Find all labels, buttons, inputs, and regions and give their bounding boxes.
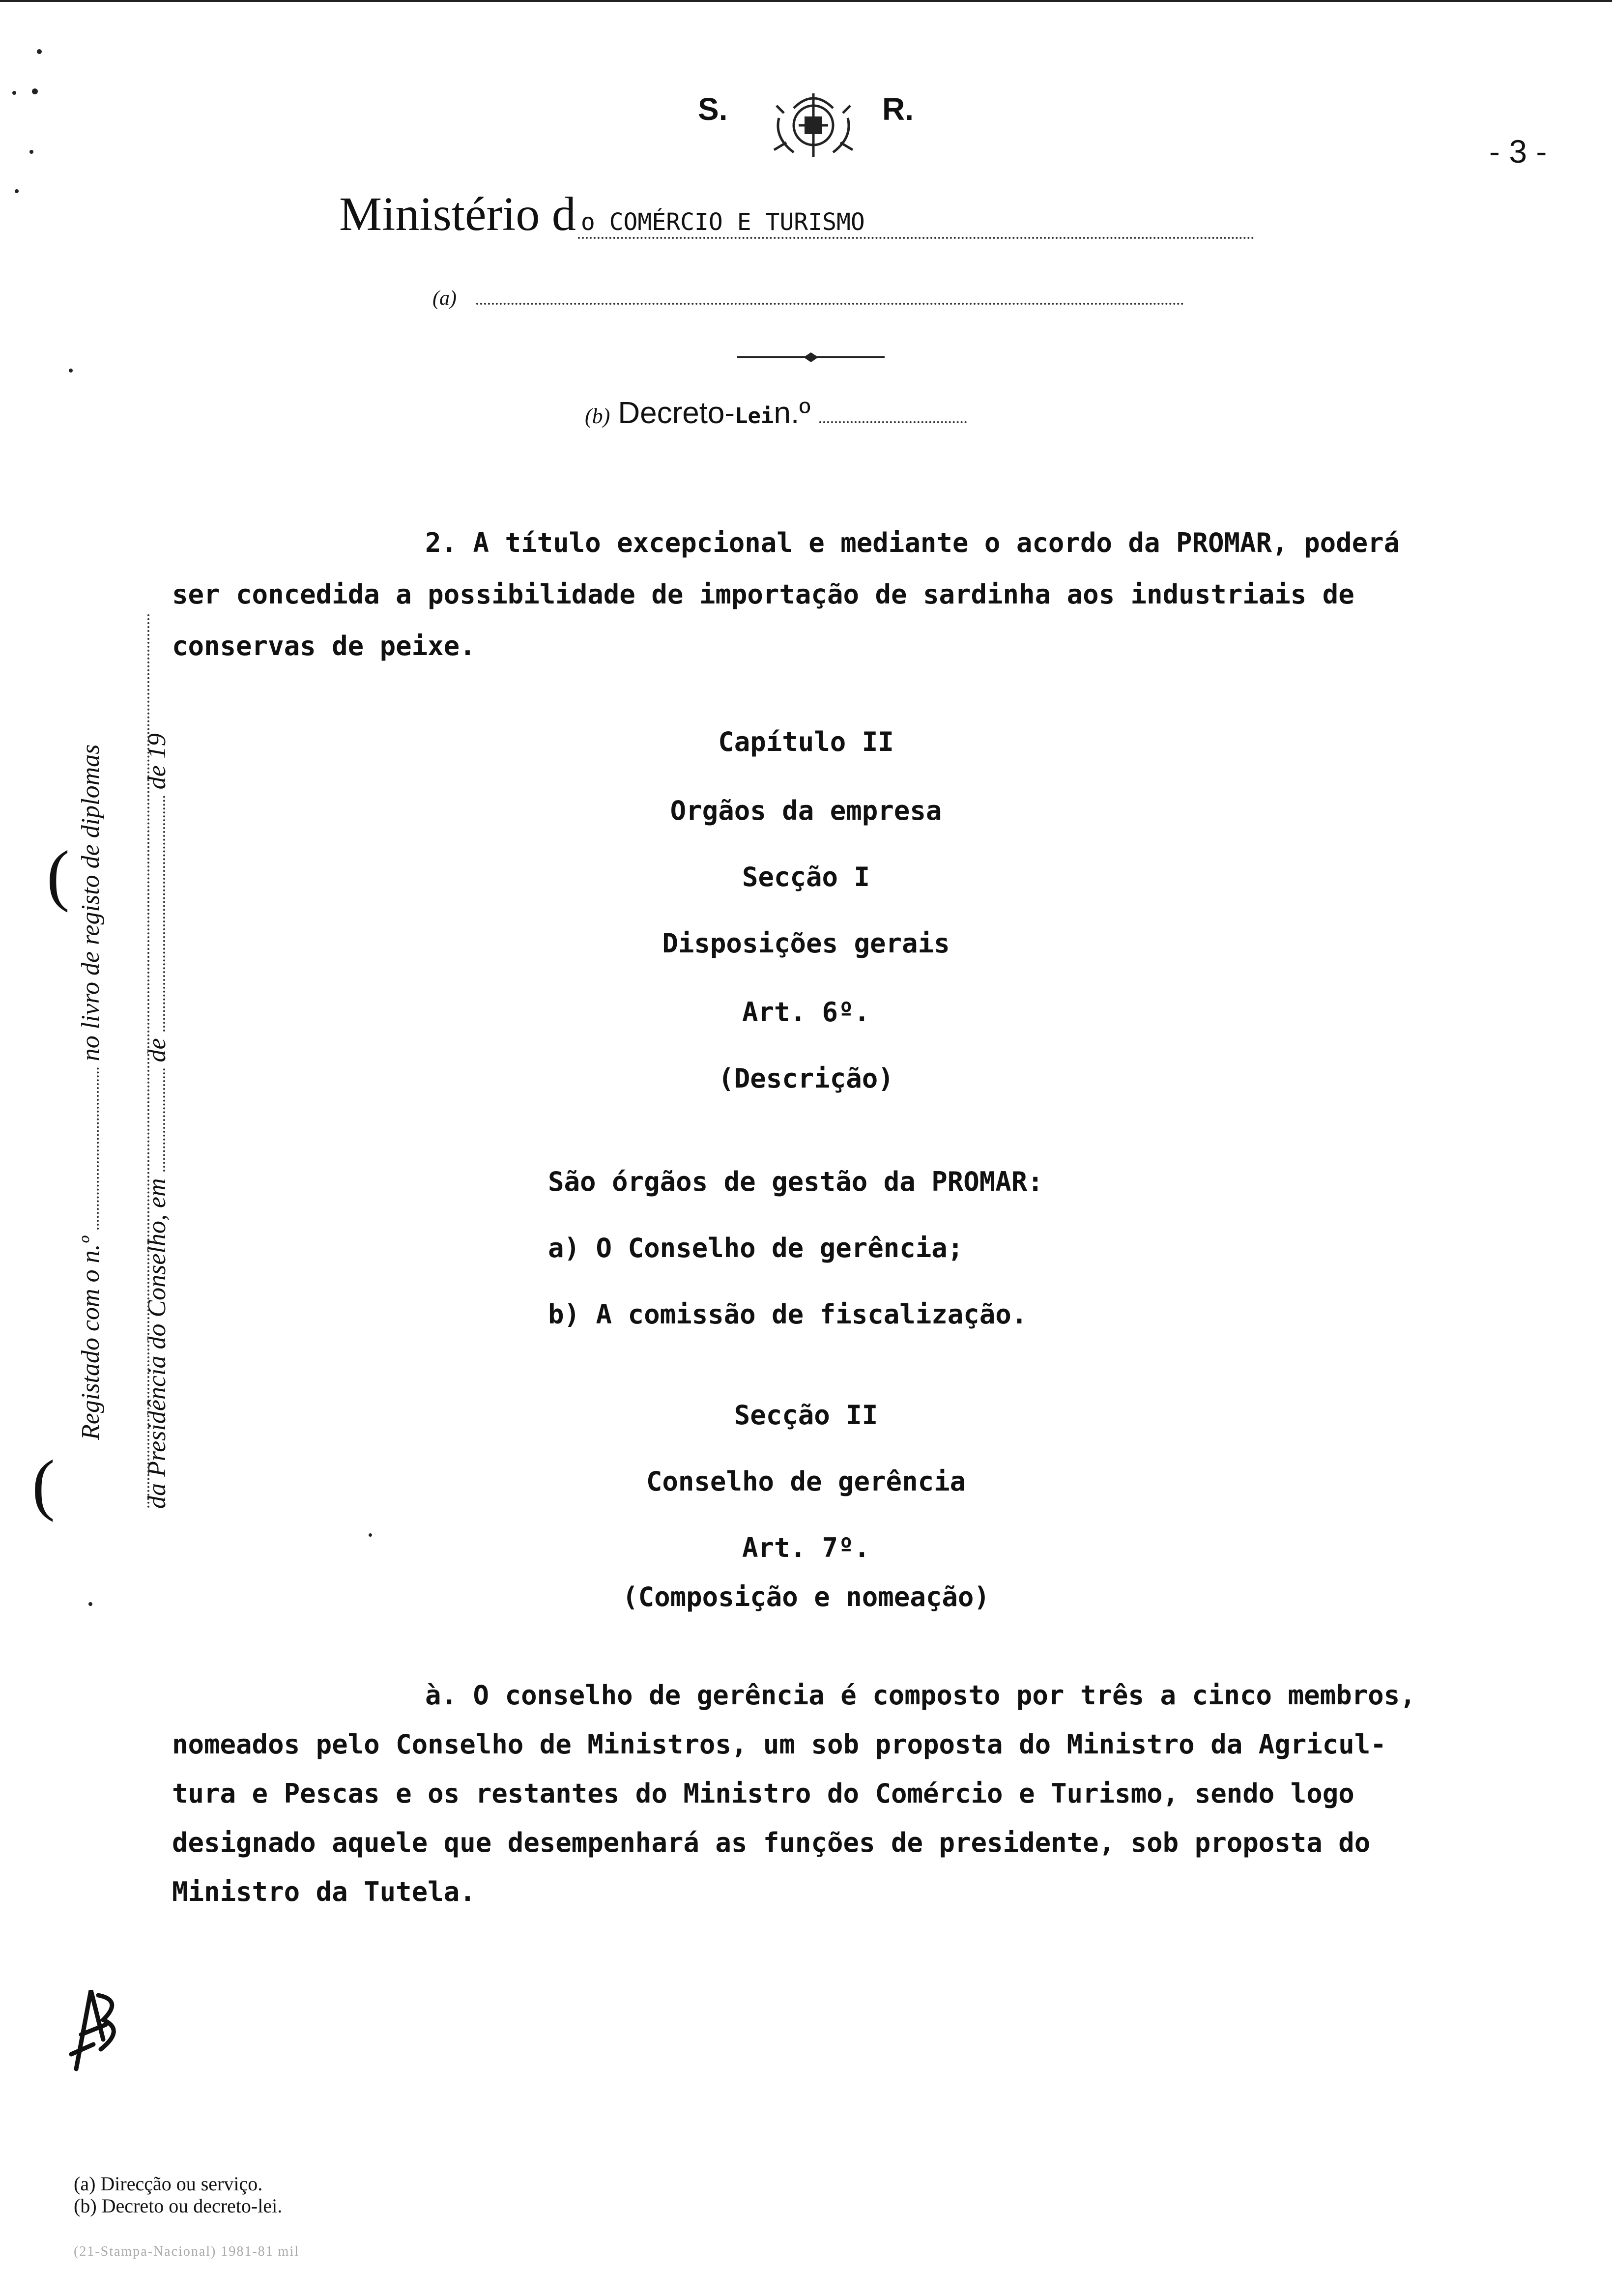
scan-speck (29, 150, 33, 154)
scan-speck (369, 1533, 372, 1537)
margin-registo-middle: no livro de registo de diplomas (77, 744, 105, 1062)
decree-label: Decreto- (618, 396, 735, 430)
margin-presidencia-de: de (143, 1038, 171, 1062)
printer-mark: (21-Stampa-Nacional) 1981-81 mil (74, 2244, 300, 2259)
chapter-heading: Capítulo II (718, 726, 894, 757)
para2-line3: conservas de peixe. (172, 631, 476, 661)
header-s-letter: S. (698, 91, 728, 127)
organ-b: b) A comissão de fiscalização. (548, 1299, 1028, 1330)
art6-heading: Art. 6º. (742, 997, 870, 1028)
scan-speck (15, 189, 19, 193)
para-final-line1: à. O conselho de gerência é composto por três a cinco membros, (425, 1680, 1416, 1711)
para-final-line3: tura e Pescas e os restantes do Ministro do Comércio e Turismo, sendo logo (172, 1778, 1354, 1809)
header-r-letter: R. (882, 91, 914, 127)
margin-paren-top: ( (47, 837, 70, 913)
divider-ornament-icon (737, 350, 885, 365)
margin-presidencia-end: de 19 (143, 733, 171, 790)
margin-registo-start: Registado com o n.º (77, 1236, 105, 1440)
art7-heading: Art. 7º. (742, 1532, 870, 1563)
coat-of-arms-icon (764, 84, 863, 167)
art7-title: (Composição e nomeação) (622, 1581, 990, 1612)
scan-speck (37, 49, 42, 54)
para2-line2: ser concedida a possibilidade de importação de sardinha aos industriais de (172, 579, 1354, 610)
top-border (0, 0, 1612, 2)
section2-heading: Secção II (734, 1400, 878, 1431)
page-number: - 3 - (1489, 133, 1547, 170)
direction-blank (476, 285, 1184, 305)
decree-b-label: (b) (585, 404, 610, 428)
direction-line (432, 285, 1184, 310)
ministry-name: o COMÉRCIO E TURISMO (578, 208, 1254, 239)
organs-intro: São órgãos de gestão da PROMAR: (548, 1166, 1043, 1197)
direction-label: (a) (432, 287, 457, 310)
decree-number-blank (819, 402, 967, 423)
section1-heading: Secção I (742, 861, 870, 892)
decree-line (585, 396, 967, 430)
scan-speck (32, 88, 38, 94)
organ-a: a) O Conselho de gerência; (548, 1233, 964, 1263)
para2-line1: 2. A título excepcional e mediante o acordo da PROMAR, poderá (425, 527, 1400, 558)
ministry-label: Ministério d (339, 188, 576, 241)
para-final-line2: nomeados pelo Conselho de Ministros, um sob proposta do Ministro da Agricul- (172, 1729, 1386, 1760)
margin-paren-bottom: ( (32, 1446, 55, 1522)
para-final-line4: designado aquele que desempenhará as funções de presidente, sob proposta do (172, 1827, 1371, 1858)
footnote-b: (b) Decreto ou decreto-lei. (74, 2195, 283, 2217)
scan-speck (69, 369, 73, 373)
chapter-title: Orgãos da empresa (670, 795, 942, 826)
decree-handwritten: Lei (735, 403, 774, 429)
ministry-line (339, 187, 1254, 242)
footnote-a: (a) Direcção ou serviço. (74, 2173, 263, 2195)
margin-presidencia-start: da Presidência do Conselho, em (143, 1178, 171, 1509)
para-final-line5: Ministro da Tutela. (172, 1876, 476, 1907)
scan-speck (88, 1602, 92, 1606)
handwritten-initials-icon (64, 1980, 128, 2079)
section2-title: Conselho de gerência (646, 1466, 966, 1497)
decree-suffix: n.º (774, 396, 810, 430)
scan-speck (12, 91, 16, 95)
section1-title: Disposições gerais (662, 928, 950, 959)
art6-title: (Descrição) (718, 1063, 894, 1094)
